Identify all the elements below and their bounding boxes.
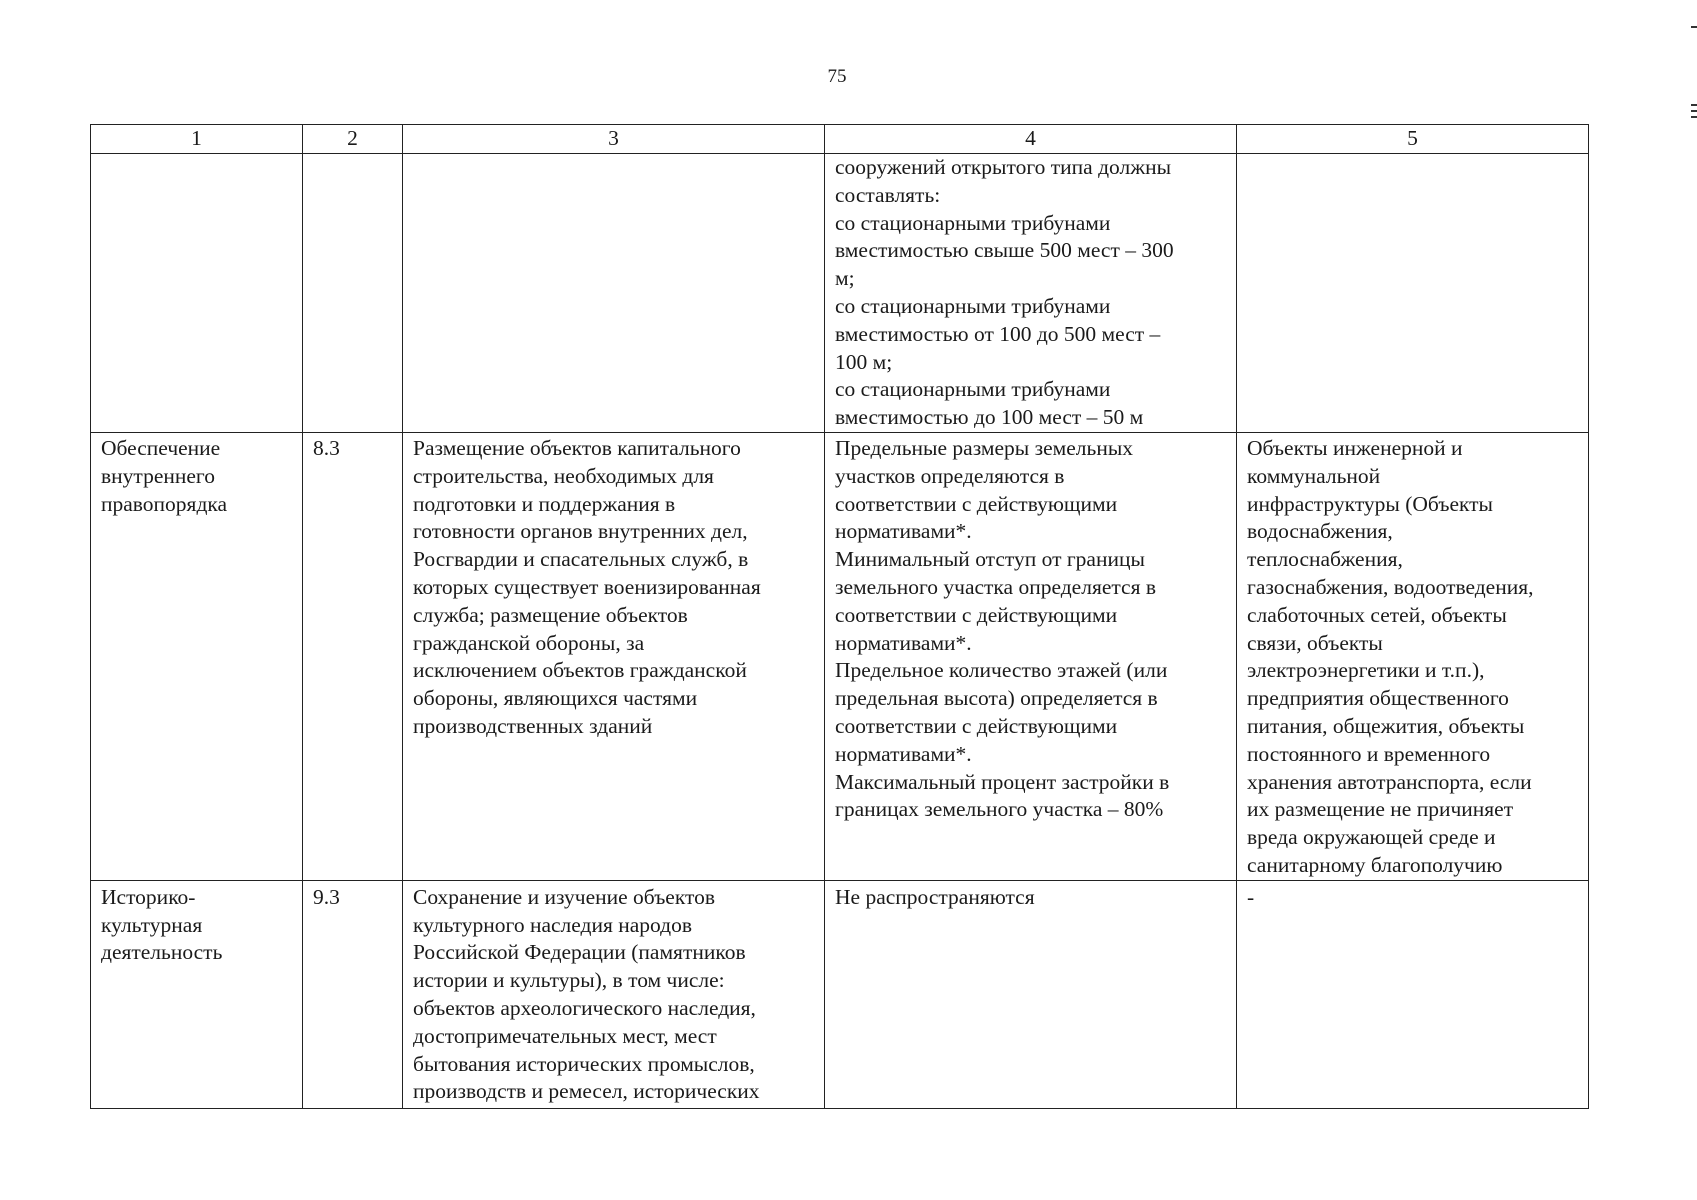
- use-type-cell: [91, 154, 303, 433]
- auxiliary-uses-cell: [1237, 154, 1589, 433]
- parameters-cell: Не распространяются: [825, 880, 1237, 1108]
- zoning-table: [90, 124, 1589, 1109]
- table-row: [91, 433, 1589, 881]
- column-number: 5: [1237, 125, 1589, 154]
- table-row: [91, 154, 1589, 433]
- parameters-cell: сооружений открытого типа должны составлять: со стационарными трибунами вместимостью свыше 500 мест – 300 м; со стационарными трибунами вместимостью от 100 до 500 мест – 100 м; со стационарными трибунами вместимостью до 100 мест – 50 м: [825, 154, 1237, 433]
- parameters-cell: Предельные размеры земельных участков определяются в соответствии с действующими нормативами*. Минимальный отступ от границы земельного участка определяется в соответствии с действующими нормативами*. Предельное количество этажей (или предельная высота) определяется в соответствии с действующими нормативами*. Максимальный процент застройки в границах земельного участка – 80%: [825, 433, 1237, 881]
- description-cell: Сохранение и изучение объектов культурного наследия народов Российской Федерации (памятников истории и культуры), в том числе: объектов археологического наследия, достопримечательных мест, мест бытования исторических промыслов, производств и ремесел, исторических: [403, 880, 825, 1108]
- page-number: 75: [827, 66, 847, 87]
- scan-edge-mark: [1691, 116, 1697, 118]
- use-type-cell: Обеспечение внутреннего правопорядка: [91, 433, 303, 881]
- code-cell: 9.3: [303, 880, 403, 1108]
- column-number: 2: [303, 125, 403, 154]
- code-cell: [303, 154, 403, 433]
- scan-edge-mark: [1691, 26, 1697, 28]
- scan-edge-mark: [1691, 104, 1697, 106]
- table-header-row: [91, 125, 1589, 154]
- column-number: 1: [91, 125, 303, 154]
- auxiliary-uses-cell: -: [1237, 880, 1589, 1108]
- column-number: 3: [403, 125, 825, 154]
- auxiliary-uses-cell: Объекты инженерной и коммунальной инфраструктуры (Объекты водоснабжения, теплоснабжения, газоснабжения, водоотведения, слаботочных сетей, объекты связи, объекты электроэнергетики и т.п.), предприятия общественного питания, общежития, объекты постоянного и временного хранения автотранспорта, если их размещение не причиняет вреда окружающей среде и санитарному благополучию: [1237, 433, 1589, 881]
- code-cell: 8.3: [303, 433, 403, 881]
- use-type-cell: Историко- культурная деятельность: [91, 880, 303, 1108]
- scan-edge-mark: [1691, 110, 1697, 112]
- column-number: 4: [825, 125, 1237, 154]
- description-cell: Размещение объектов капитального строительства, необходимых для подготовки и поддержания в готовности органов внутренних дел, Росгвардии и спасательных служб, в которых существует военизированная служба; размещение объектов гражданской обороны, за исключением объектов гражданской обороны, являющихся частями производственных зданий: [403, 433, 825, 881]
- table-row: [91, 880, 1589, 1108]
- description-cell: [403, 154, 825, 433]
